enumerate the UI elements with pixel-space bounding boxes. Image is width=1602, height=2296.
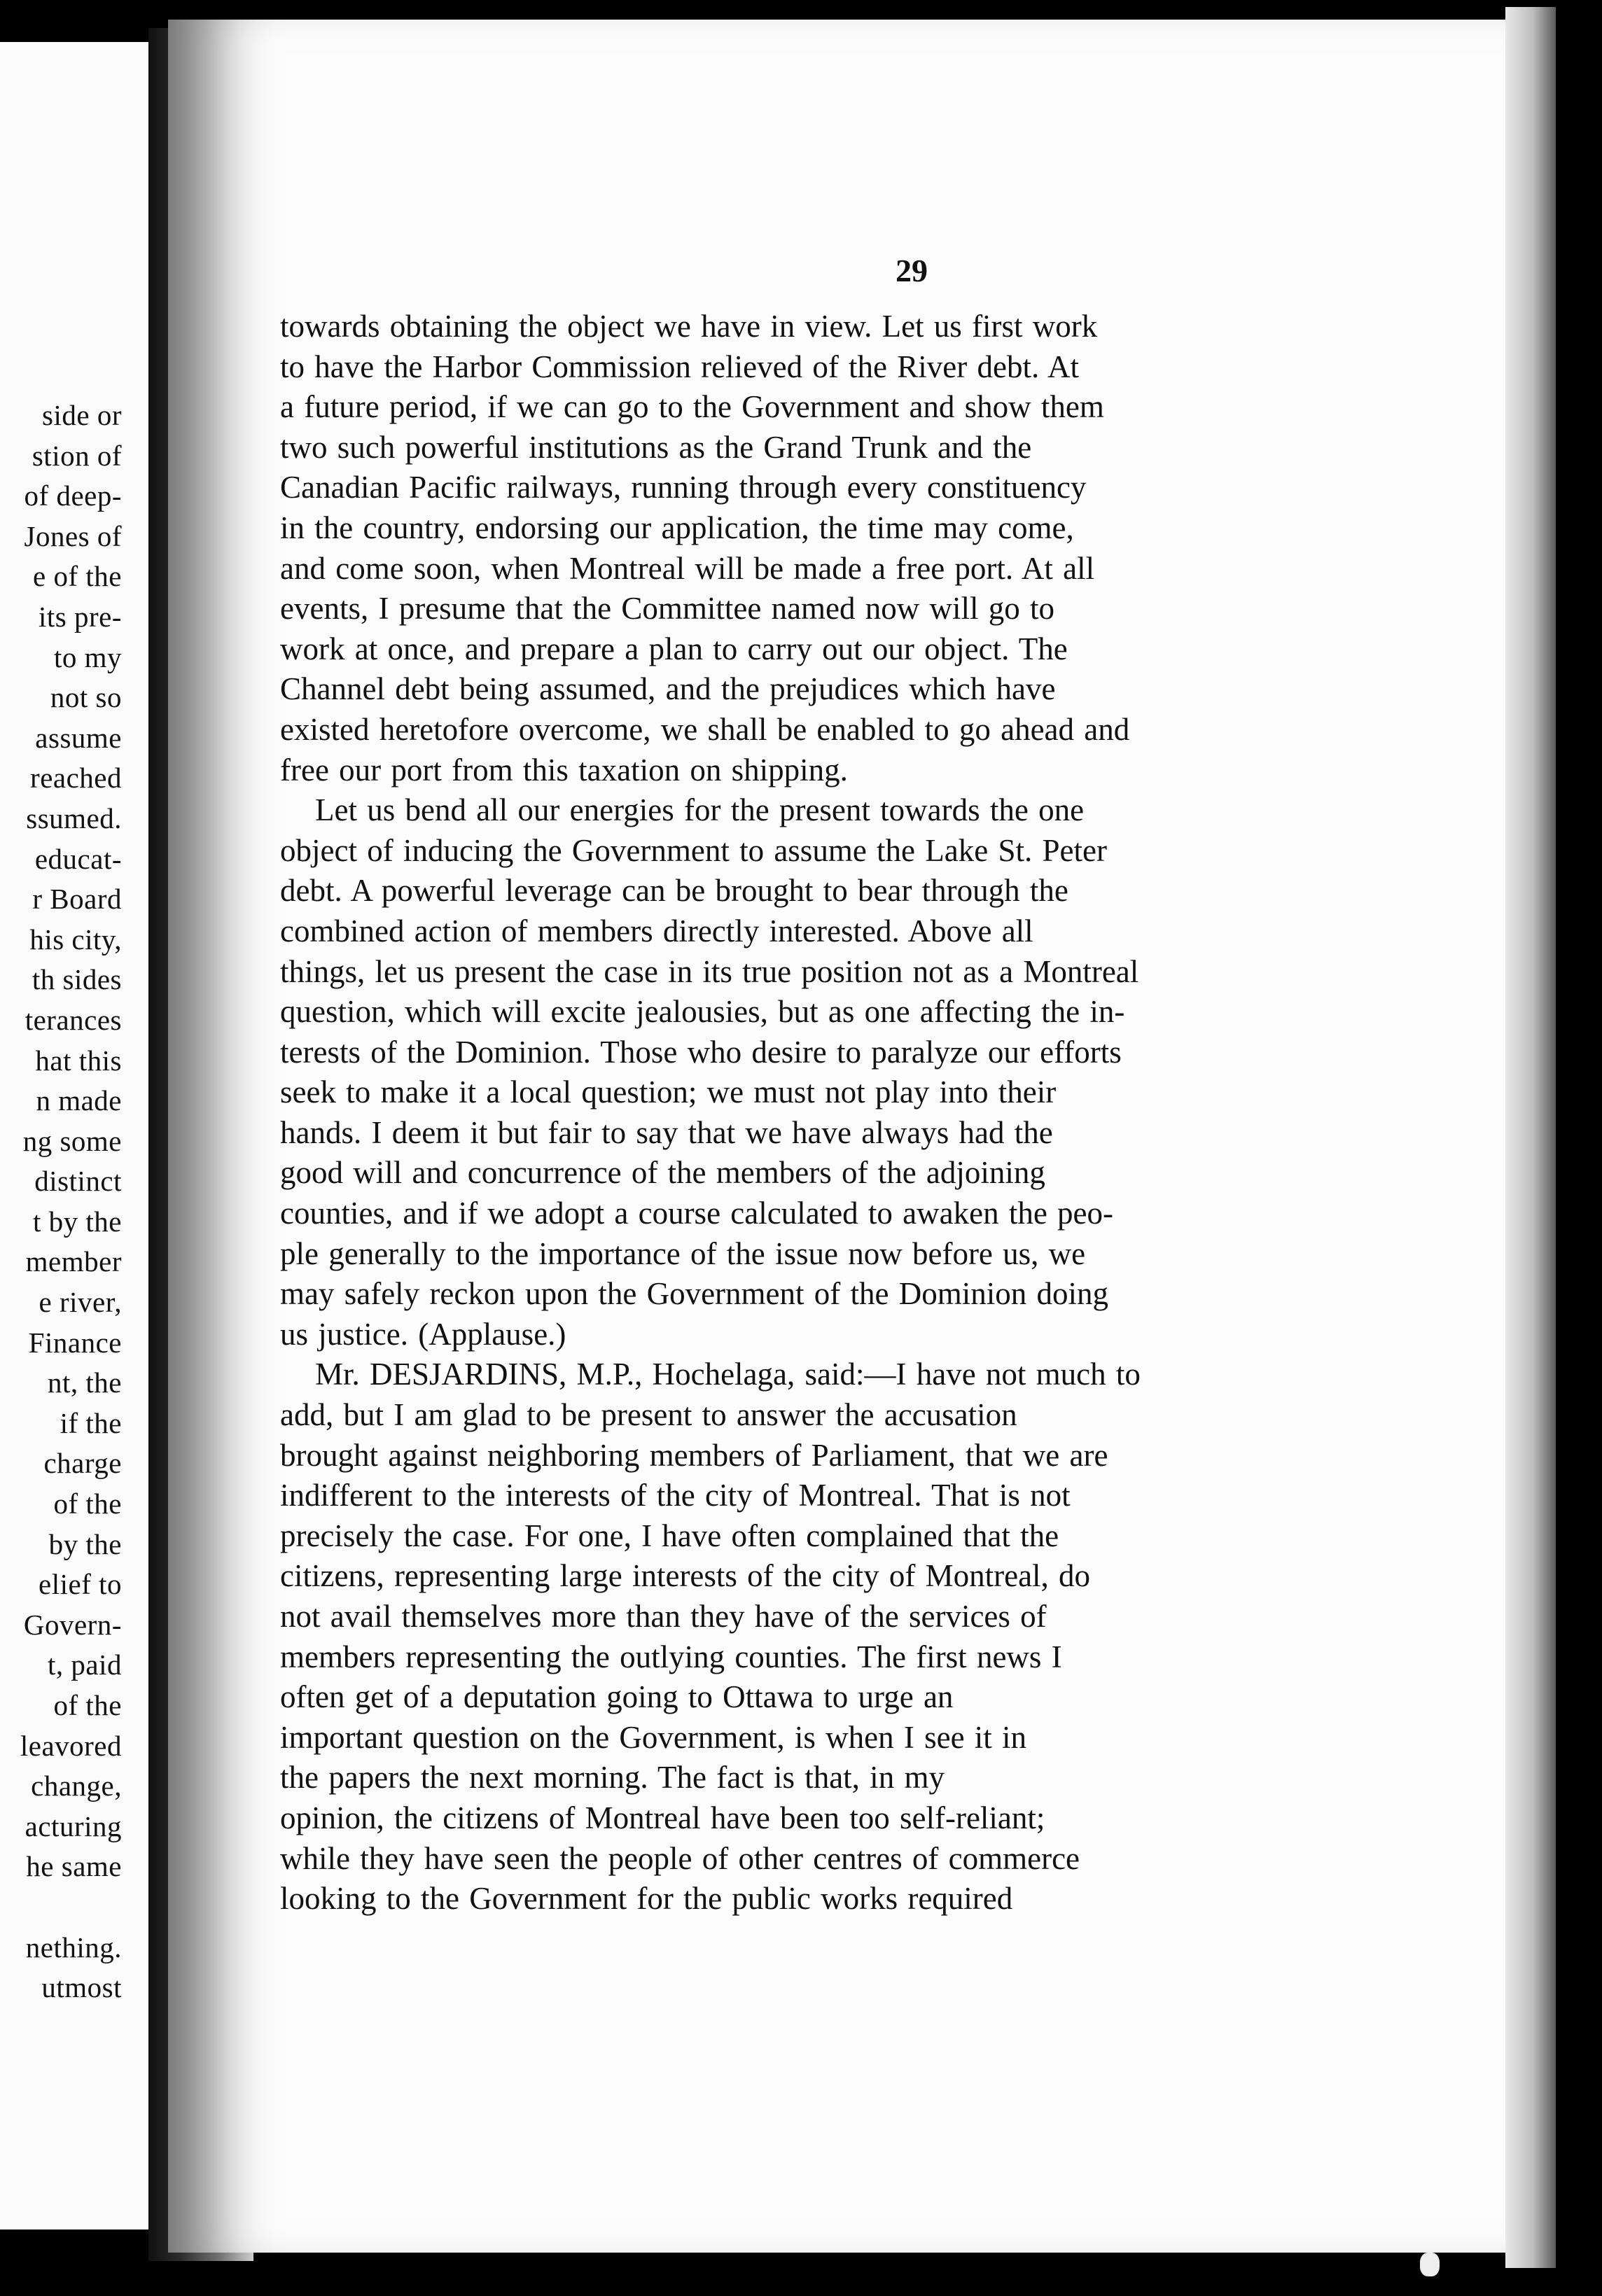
text-line: seek to make it a local question; we must not play into their: [280, 1074, 1057, 1110]
previous-page-line: its pre-: [39, 600, 122, 633]
text-line: may safely reckon upon the Government of the Dominion doing: [280, 1276, 1108, 1312]
previous-page-line: Finance: [28, 1326, 122, 1359]
text-line: not avail themselves more than they have of the services of: [280, 1599, 1047, 1634]
text-line: brought against neighboring members of Parliament, that we are: [280, 1437, 1108, 1473]
text-line: object of inducing the Government to assume the Lake St. Peter: [280, 832, 1107, 868]
previous-page-line: side or: [42, 399, 122, 431]
text-line: counties, and if we adopt a course calculated to awaken the peo-: [280, 1196, 1114, 1231]
previous-page-line: his city,: [29, 923, 122, 955]
text-line: to have the Harbor Commission relieved of the River debt. At: [280, 349, 1080, 384]
previous-page-line: ssumed.: [26, 802, 122, 834]
text-line: good will and concurrence of the members of the adjoining: [280, 1155, 1045, 1191]
text-line: in the country, endorsing our application, the time may come,: [280, 510, 1074, 545]
previous-page-line: of the: [53, 1689, 122, 1721]
previous-page-line: not so: [50, 681, 122, 714]
text-line: us justice. (Applause.): [280, 1316, 566, 1352]
previous-page-line: th sides: [32, 963, 122, 996]
previous-page-line: charge: [43, 1447, 122, 1480]
previous-page-line: acturing: [25, 1809, 122, 1842]
text-line: two such powerful institutions as the Grand Trunk and the: [280, 429, 1032, 465]
previous-page-line: e of the: [33, 560, 122, 593]
previous-page-line: terances: [25, 1003, 122, 1036]
text-line: while they have seen the people of other centres of commerce: [280, 1840, 1080, 1876]
page-edge: [1505, 7, 1556, 2268]
text-line: things, let us present the case in its true position not as a Montreal: [280, 953, 1139, 989]
text-line: citizens, representing large interests of the city of Montreal, do: [280, 1558, 1091, 1594]
text-line: terests of the Dominion. Those who desire to paralyze our efforts: [280, 1034, 1122, 1070]
previous-page-line: utmost: [41, 1971, 122, 2004]
text-line: Let us bend all our energies for the present towards the one: [315, 792, 1085, 828]
previous-page-line: he same: [26, 1850, 122, 1883]
previous-page-line: assume: [35, 721, 122, 754]
previous-page-line: t, paid: [48, 1648, 122, 1681]
scan-speck: [1420, 2253, 1440, 2276]
text-line: precisely the case. For one, I have often complained that the: [280, 1518, 1059, 1553]
body-text: [280, 307, 1253, 1919]
previous-page-line: n made: [36, 1084, 122, 1117]
previous-page-line: Govern-: [23, 1608, 122, 1641]
previous-page-line: member: [25, 1245, 122, 1278]
previous-page-line: r Board: [32, 883, 122, 916]
text-line: debt. A powerful leverage can be brought to bear through the: [280, 873, 1068, 909]
previous-page-line: distinct: [34, 1165, 122, 1198]
previous-page-line: to my: [53, 640, 122, 673]
text-line: ple generally to the importance of the issue now before us, we: [280, 1236, 1086, 1271]
previous-page-line: Jones of: [24, 519, 122, 552]
current-page: [168, 20, 1537, 2253]
text-line: opinion, the citizens of Montreal have been too self-reliant;: [280, 1800, 1045, 1835]
previous-page-line: e river,: [39, 1286, 122, 1319]
previous-page-line: elief to: [39, 1568, 122, 1601]
text-line: events, I presume that the Committee named now will go to: [280, 591, 1055, 626]
text-line: a future period, if we can go to the Government and show them: [280, 389, 1104, 425]
previous-page-line: leavored: [20, 1729, 122, 1762]
previous-page-line: of the: [53, 1488, 122, 1520]
previous-page-line: ng some: [22, 1124, 122, 1157]
previous-page-line: if the: [60, 1406, 122, 1439]
text-line: and come soon, when Montreal will be made a free port. At all: [280, 550, 1095, 586]
text-line: combined action of members directly interested. Above all: [280, 913, 1033, 948]
text-line: Channel debt being assumed, and the prejudices which have: [280, 671, 1056, 707]
previous-page-line: reached: [30, 762, 122, 794]
text-line: indifferent to the interests of the city of Montreal. That is not: [280, 1478, 1071, 1513]
previous-page: [0, 42, 148, 2230]
text-line: work at once, and prepare a plan to carry out our object. The: [280, 631, 1068, 666]
text-line: existed heretofore overcome, we shall be enabled to go ahead and: [280, 711, 1130, 747]
previous-page-line: nething.: [25, 1931, 122, 1963]
text-line: important question on the Government, is when I see it in: [280, 1719, 1027, 1755]
text-line: members representing the outlying counties. The first news I: [280, 1639, 1062, 1674]
text-line: free our port from this taxation on shipping.: [280, 752, 848, 788]
text-line: towards obtaining the object we have in view. Let us first work: [280, 309, 1098, 344]
text-line: the papers the next morning. The fact is that, in my: [280, 1760, 945, 1795]
previous-page-line: hat this: [35, 1044, 122, 1077]
text-line: Canadian Pacific railways, running through every constituency: [280, 470, 1087, 505]
previous-page-line: nt, the: [48, 1366, 122, 1399]
text-line: add, but I am glad to be present to answer the accusation: [280, 1397, 1017, 1433]
previous-page-line: [20, 1887, 122, 1928]
previous-page-line: stion of: [32, 439, 122, 472]
text-line: hands. I deem it but fair to say that we have always had the: [280, 1114, 1053, 1150]
previous-page-text: [20, 396, 122, 2008]
previous-page-line: change,: [31, 1770, 122, 1802]
text-line: often get of a deputation going to Ottawa to urge an: [280, 1679, 954, 1715]
text-line: question, which will excite jealousies, but as one affecting the in-: [280, 994, 1125, 1030]
text-line: looking to the Government for the public works required: [280, 1881, 1013, 1917]
text-line: Mr. DESJARDINS, M.P., Hochelaga, said:—I have not much to: [315, 1357, 1141, 1392]
previous-page-line: of deep-: [24, 479, 122, 512]
previous-page-line: by the: [48, 1527, 122, 1560]
previous-page-line: t by the: [33, 1205, 122, 1238]
page-number: 29: [896, 253, 928, 288]
previous-page-line: educat-: [34, 842, 122, 875]
